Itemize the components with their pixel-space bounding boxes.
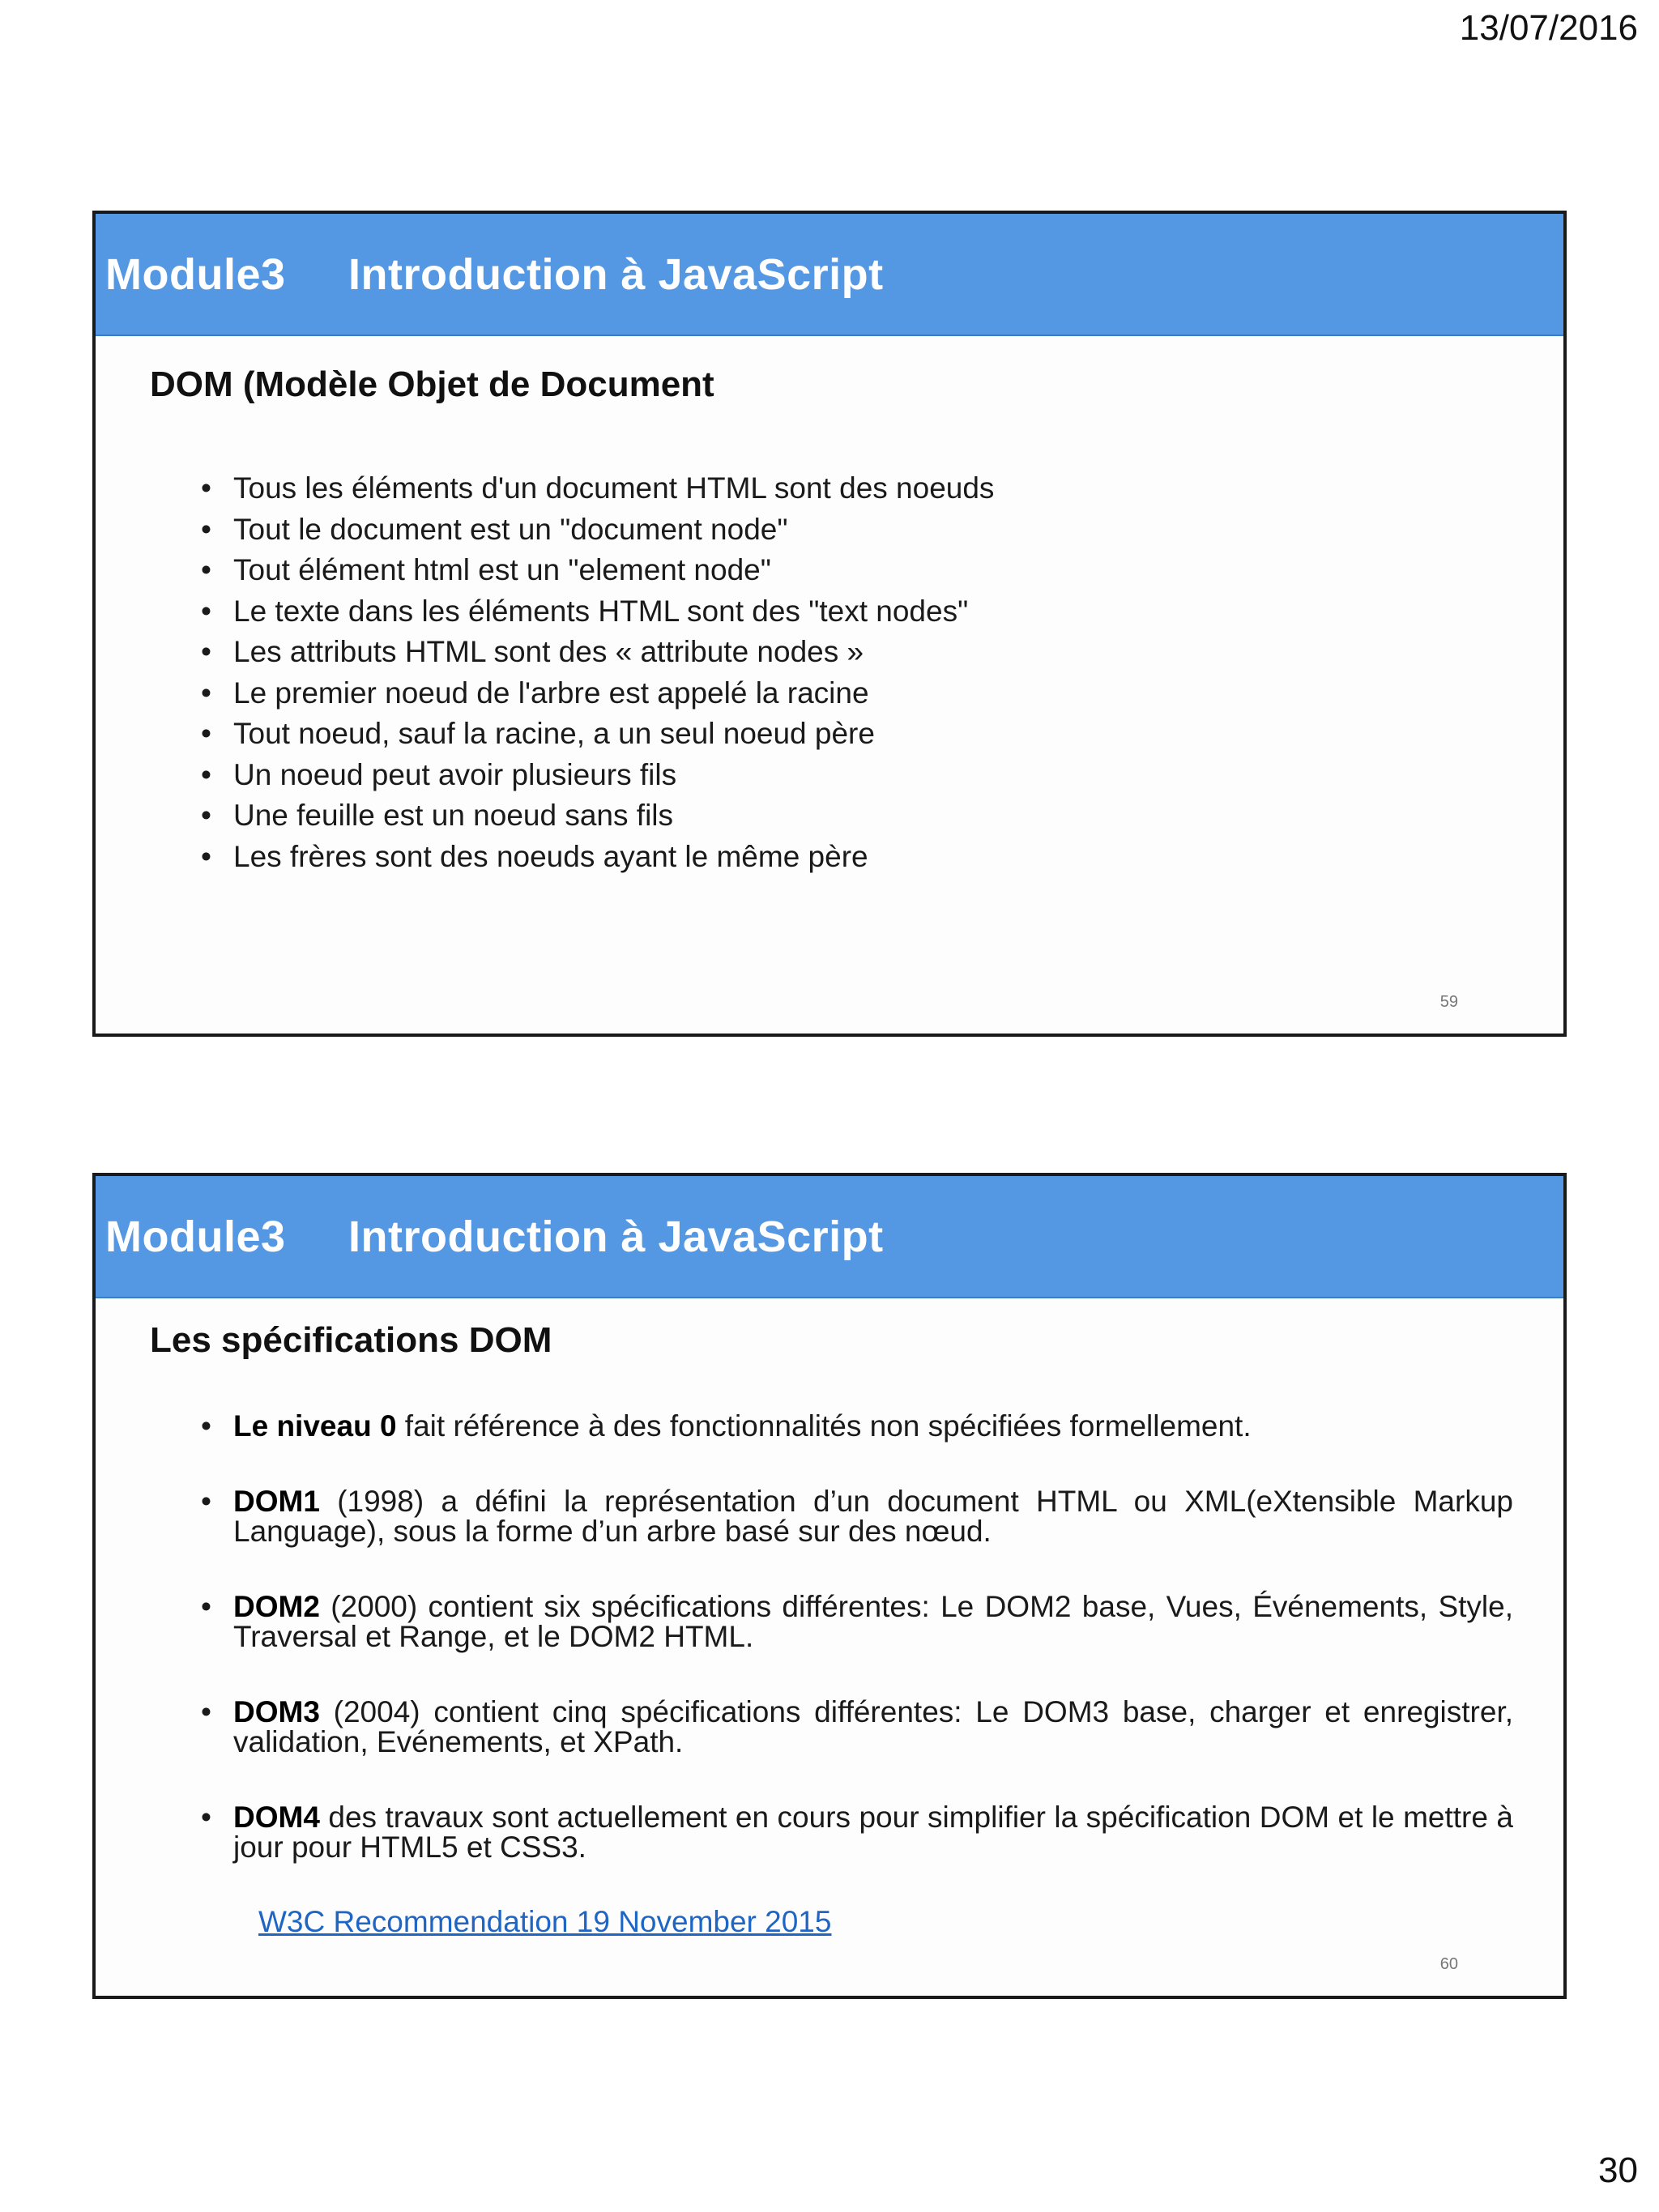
bullet-item: • Un noeud peut avoir plusieurs fils [201,755,1416,796]
spec-item-label: Le niveau 0 [233,1409,397,1443]
slide-title: Introduction à JavaScript [348,1212,884,1261]
spec-item-label: DOM4 [233,1801,320,1834]
slide-header [96,1176,1563,1298]
bullet-item: • Tout élément html est un "element node" [201,550,1416,591]
spec-item-dom4 [201,1802,1513,1862]
slide-number: 60 [1439,1955,1458,1973]
bullet-item: • Tout le document est un "document node" [201,509,1416,551]
spec-item-label: DOM2 [233,1590,320,1623]
slide-60 [92,1173,1567,1999]
slide-header [96,214,1563,336]
spec-item-dom2 [201,1592,1513,1652]
bullet-item: • Tout noeud, sauf la racine, a un seul noeud père [201,714,1416,755]
spec-item-label: DOM3 [233,1695,320,1728]
bullet-item: • Les attributs HTML sont des « attribute nodes » [201,632,1416,673]
slide-title: Introduction à JavaScript [348,249,884,299]
spec-item-text: fait référence à des fonctionnalités non spécifiées formellement. [396,1409,1252,1443]
w3c-recommendation-link[interactable]: W3C Recommendation 19 November 2015 [258,1905,832,1938]
bullet-item: • Les frères sont des noeuds ayant le même père [201,837,1416,878]
spec-item-label: DOM1 [233,1485,320,1518]
bullet-item: • Le premier noeud de l'arbre est appelé la racine [201,673,1416,714]
spec-item-level0 [201,1411,1513,1441]
spec-item-text: (2000) contient six spécifications différentes: Le DOM2 base, Vues, Événements, Style, Traversal et Range, et le DOM2 HTML. [233,1590,1513,1653]
bullet-item: • Tous les éléments d'un document HTML sont des noeuds [201,468,1416,509]
spec-item-dom3 [201,1697,1513,1757]
spec-item-text: (1998) a défini la représentation d’un document HTML ou XML(eXtensible Markup Language), sous la forme d’un arbre basé sur des nœud. [233,1485,1513,1548]
slide-subtitle: DOM (Modèle Objet de Document [150,364,714,404]
page-number: 30 [1598,2150,1638,2190]
bullet-list [201,468,1416,877]
page-date: 13/07/2016 [1459,8,1638,48]
slide-59 [92,211,1567,1037]
spec-list [201,1411,1513,1907]
slide-number: 59 [1439,993,1458,1011]
slide-subtitle: Les spécifications DOM [150,1320,552,1360]
module-label: Module3 [105,1212,286,1261]
spec-item-text: (2004) contient cinq spécifications différentes: Le DOM3 base, charger et enregistrer, validation, Evénements, et XPath. [233,1695,1513,1758]
module-label: Module3 [105,249,286,299]
bullet-item: • Une feuille est un noeud sans fils [201,795,1416,837]
bullet-item: • Le texte dans les éléments HTML sont des "text nodes" [201,591,1416,633]
spec-item-dom1 [201,1486,1513,1546]
spec-item-text: des travaux sont actuellement en cours pour simplifier la spécification DOM et le mettre à jour pour HTML5 et CSS3. [233,1801,1513,1864]
